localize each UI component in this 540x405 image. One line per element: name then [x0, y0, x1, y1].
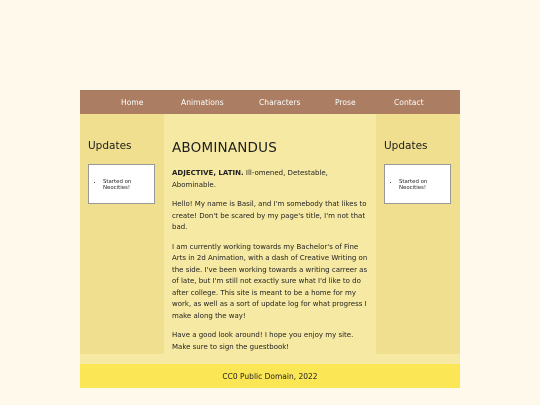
- definition-paragraph: [172, 168, 368, 191]
- main-content: [164, 114, 376, 354]
- content-row: [80, 114, 460, 354]
- intro-paragraph: Hello! My name is Basil, and I'm somebody that likes to create! Don't be scared by my page's title, I'm not that bad.: [172, 200, 367, 231]
- right-sidebar-title: Updates: [384, 140, 428, 152]
- closing-paragraph: Have a good look around! I hope you enjoy my site. Make sure to sign the guestbook!: [172, 331, 354, 351]
- nav-home-link[interactable]: Home: [121, 98, 144, 107]
- left-updates-list: [97, 179, 154, 191]
- left-sidebar: [80, 114, 164, 354]
- nav-characters-link[interactable]: Characters: [259, 98, 301, 107]
- footer-text: CC0 Public Domain, 2022: [222, 371, 318, 381]
- nav-contact-link[interactable]: Contact: [394, 98, 424, 107]
- left-sidebar-title: Updates: [88, 140, 132, 152]
- definition-text: Ill-omened, Detestable, Abominable.: [172, 169, 328, 189]
- right-updates-box: [384, 164, 451, 204]
- definition-term: ADJECTIVE, LATIN.: [172, 169, 244, 177]
- page-title: ABOMINANDUS: [172, 140, 277, 156]
- nav-prose-link[interactable]: Prose: [335, 98, 356, 107]
- content-bottom-spacer: [80, 354, 460, 364]
- top-nav: [80, 90, 460, 114]
- left-updates-box: [88, 164, 155, 204]
- site-container: [80, 90, 460, 388]
- right-updates-list: [393, 179, 450, 191]
- right-sidebar: [376, 114, 460, 354]
- about-paragraph: I am currently working towards my Bachelor's of Fine Arts in 2d Animation, with a dash of Creative Writing on the side. I've been working towards a writing carreer as of late, but I'm still not exactly sure what I'd like to do after college. This site is meant to be a home for my work, as well as a sort of update log for what progress I make along the way!: [172, 242, 368, 320]
- list-item: • Started on Neocities!: [103, 179, 154, 191]
- footer: [80, 364, 460, 388]
- nav-animations-link[interactable]: Animations: [181, 98, 224, 107]
- list-item: • Started on Neocities!: [399, 179, 450, 191]
